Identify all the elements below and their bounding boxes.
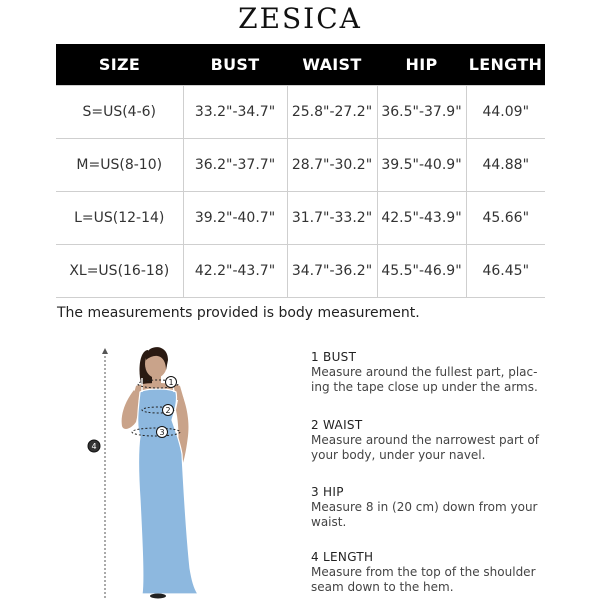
cell-bust: 36.2"-37.7" [183,139,287,192]
table-row [56,86,545,139]
cell-length: 45.66" [466,192,545,245]
marker-length [88,440,100,452]
cell-waist: 31.7"-33.2" [287,192,377,245]
header-hip: HIP [377,44,466,86]
cell-hip: 36.5"-37.9" [377,86,466,139]
instruction-waist [311,418,539,463]
cell-size: L=US(12-14) [56,192,183,245]
svg-text:4: 4 [91,442,97,451]
table-row [56,139,545,192]
size-chart-table [56,44,545,298]
svg-text:3: 3 [159,428,165,437]
header-waist: WAIST [287,44,377,86]
cell-size: XL=US(16-18) [56,245,183,298]
cell-waist: 34.7"-36.2" [287,245,377,298]
instruction-length [311,550,536,595]
cell-hip: 39.5"-40.9" [377,139,466,192]
marker-hip [157,427,168,438]
dress [138,389,198,594]
instruction-line: waist. [311,515,347,529]
cell-length: 46.45" [466,245,545,298]
table-header-row [56,44,545,86]
instruction-line: seam down to the hem. [311,580,454,594]
cell-waist: 28.7"-30.2" [287,139,377,192]
instruction-bust [311,350,538,395]
instruction-line: Measure 8 in (20 cm) down from your [311,500,538,514]
cell-bust: 42.2"-43.7" [183,245,287,298]
header-length: LENGTH [466,44,545,86]
svg-text:2: 2 [165,406,171,415]
instruction-title: 2 WAIST [311,418,363,432]
instruction-line: Measure around the narrowest part of [311,433,539,447]
instruction-line: ing the tape close up under the arms. [311,380,538,394]
instruction-hip [311,485,537,530]
cell-bust: 33.2"-34.7" [183,86,287,139]
header-size: SIZE [56,44,183,86]
measurement-note: The measurements provided is body measurement. [57,305,420,321]
cell-hip: 42.5"-43.9" [377,192,466,245]
instruction-title: 4 LENGTH [311,550,374,564]
length-arrow-top [102,348,108,354]
header-bust: BUST [183,44,287,86]
cell-bust: 39.2"-40.7" [183,192,287,245]
marker-waist [163,405,174,416]
table-row [56,192,545,245]
cell-length: 44.88" [466,139,545,192]
instruction-title: 1 BUST [311,350,357,364]
table-row [56,245,545,298]
cell-hip: 45.5"-46.9" [377,245,466,298]
instruction-line: your body, under your navel. [311,448,486,462]
instruction-line: Measure from the top of the shoulder [311,565,536,579]
marker-bust [166,377,177,388]
model-figure [80,340,240,600]
brand-logo: ZESICA [238,2,362,35]
instruction-line: Measure around the fullest part, plac- [311,365,538,379]
cell-length: 44.09" [466,86,545,139]
cell-size: M=US(8-10) [56,139,183,192]
svg-text:1: 1 [168,378,174,387]
cell-waist: 25.8"-27.2" [287,86,377,139]
instruction-title: 3 HIP [311,485,344,499]
cell-size: S=US(4-6) [56,86,183,139]
